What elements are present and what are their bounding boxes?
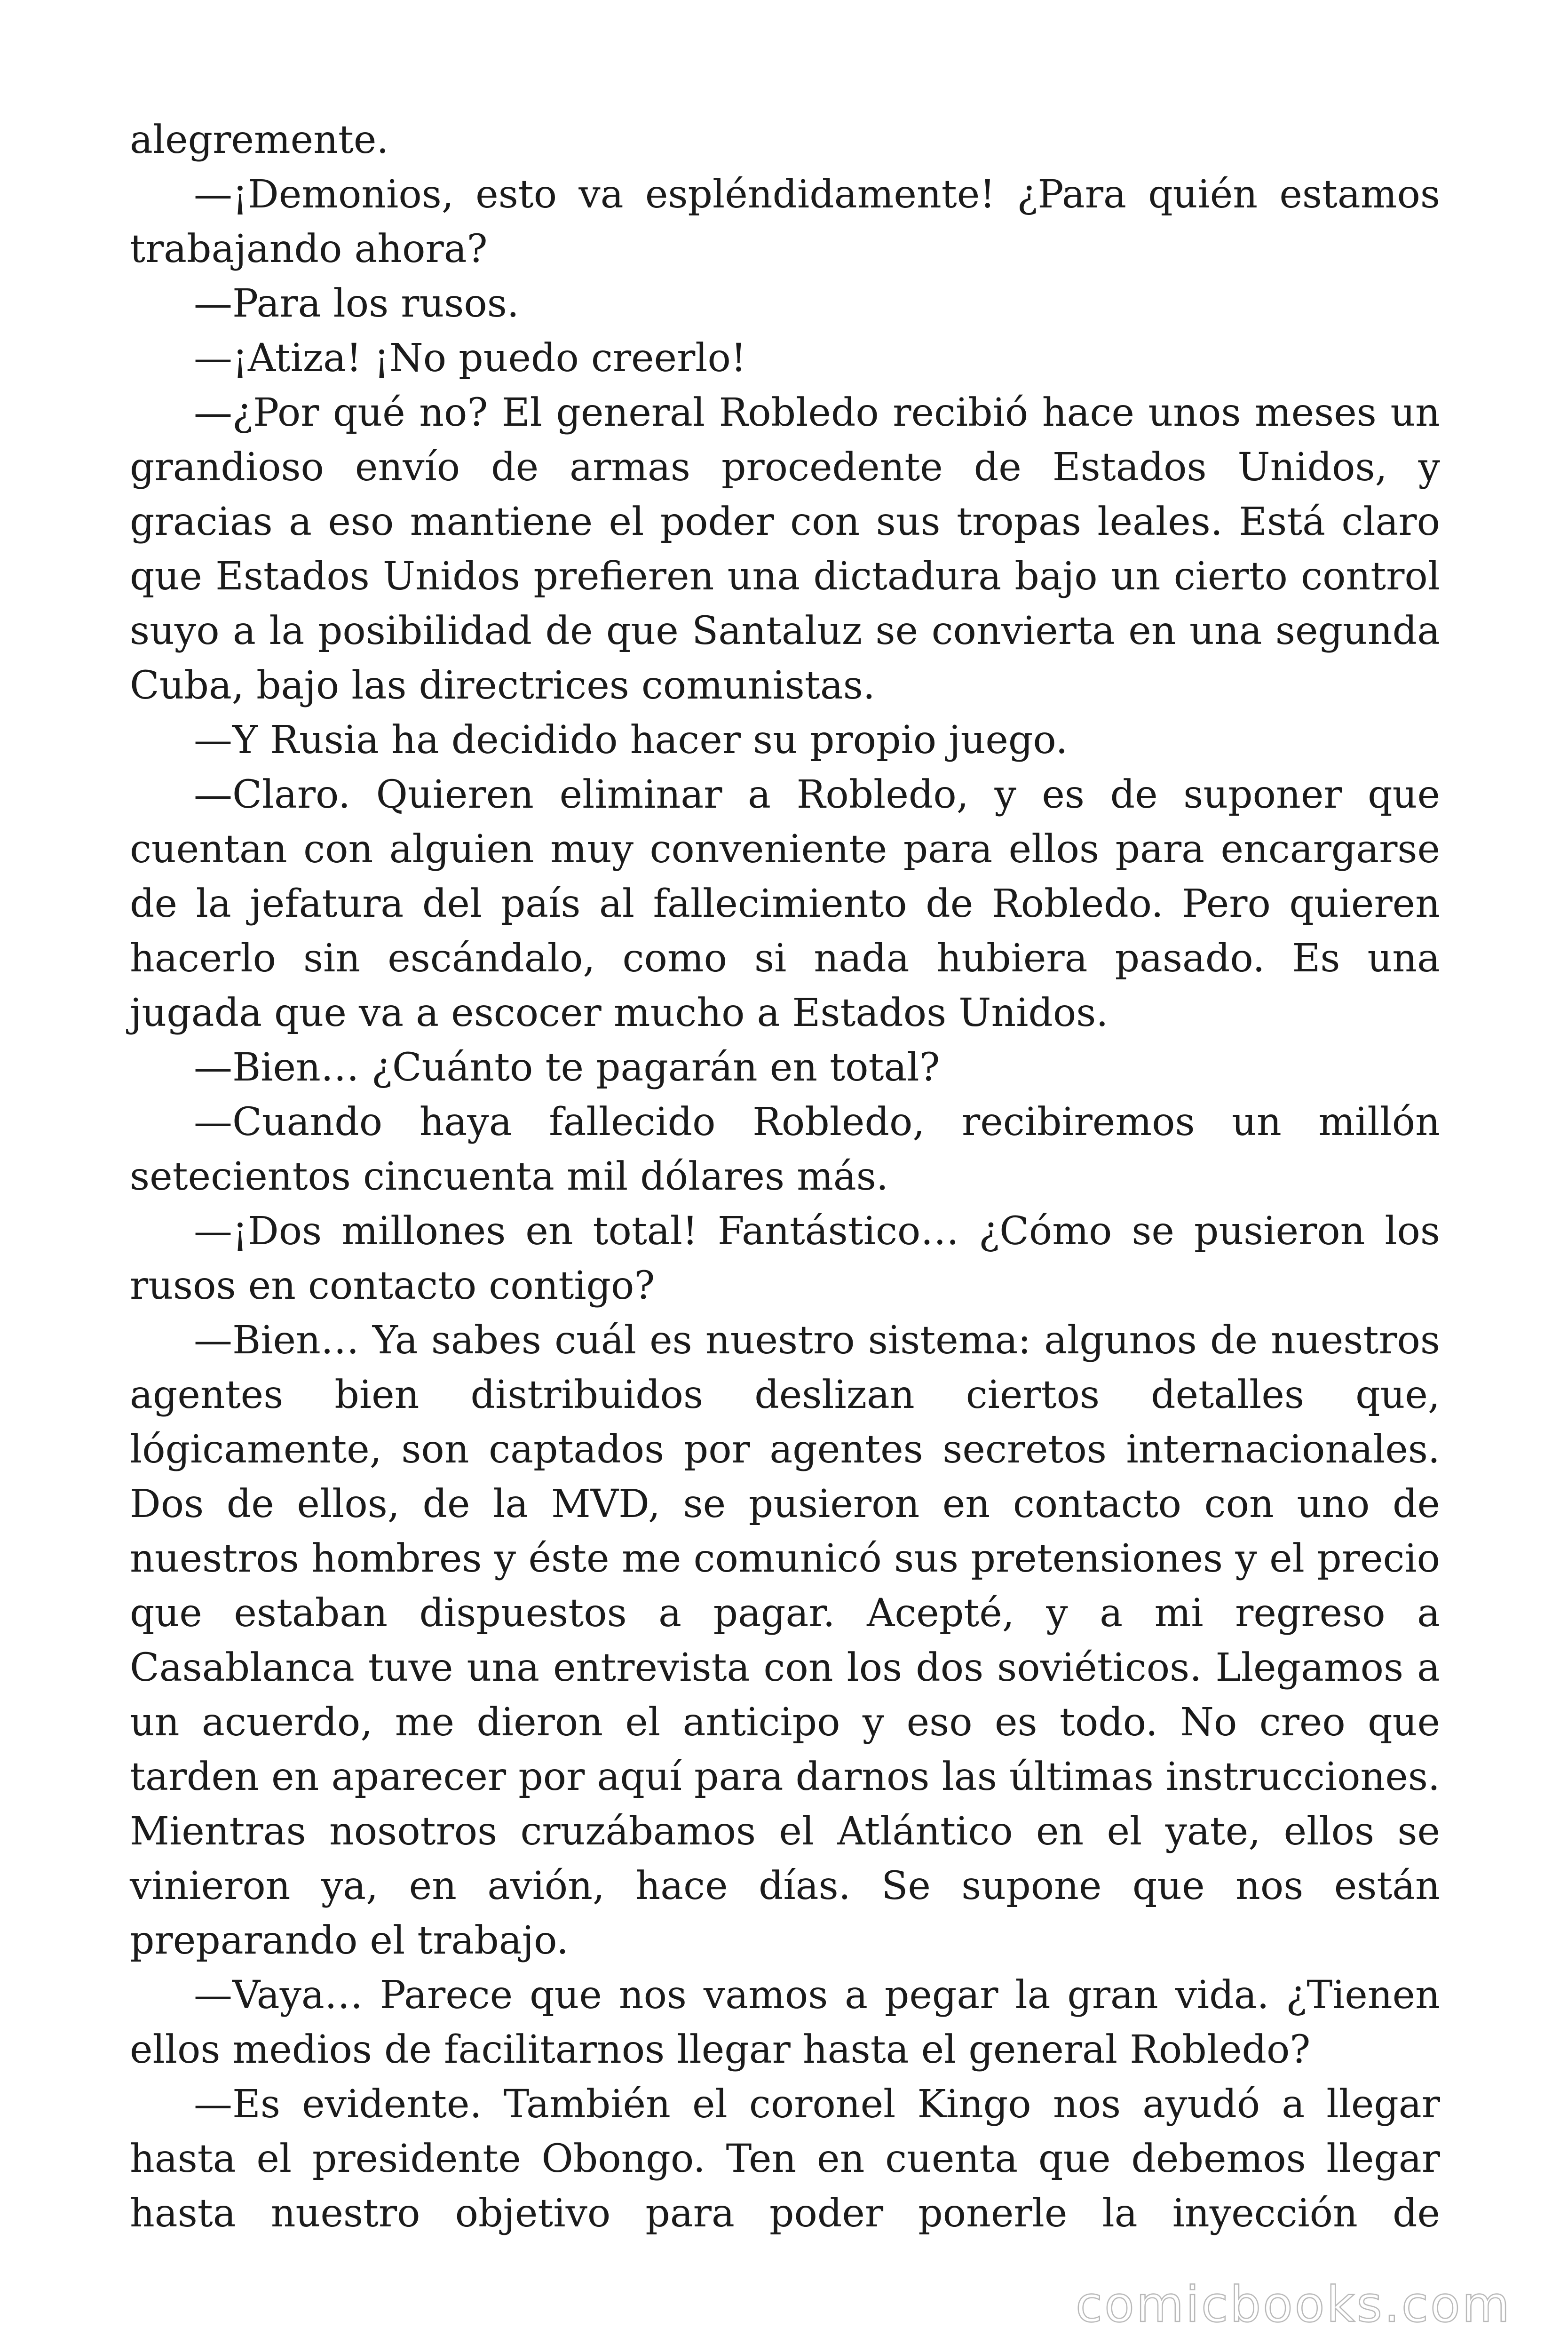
page-body <box>130 113 1440 2241</box>
paragraph: —Para los rusos. <box>194 281 519 326</box>
paragraph: —¡Dos millones en total! Fantástico… ¿Cómo se pusieron los rusos en contacto contigo? <box>130 1209 1440 1308</box>
paragraph: —¡Atiza! ¡No puedo creerlo! <box>194 336 746 381</box>
paragraph: —¡Demonios, esto va espléndidamente! ¿Para quién estamos trabajando ahora? <box>130 172 1440 271</box>
paragraph: —Bien… ¿Cuánto te pagarán en total? <box>194 1045 940 1090</box>
paragraph: —Bien… Ya sabes cuál es nuestro sistema: algunos de nuestros agentes bien distribuidos deslizan ciertos detalles que, lógicamente, son captados por agentes secretos internacionales. Dos de ellos, de la MVD, se pusieron en contacto con uno de nuestros hombres y éste me comunicó sus pretensiones y el precio que estaban dispuestos a pagar. Acepté, y a mi regreso a Casablanca tuve una entrevista con los dos soviéticos. Llegamos a un acuerdo, me dieron el anticipo y eso es todo. No creo que tarden en aparecer por aquí para darnos las últimas instrucciones. Mientras nosotros cruzábamos el Atlántico en el yate, ellos se vinieron ya, en avión, hace días. Se supone que nos están preparando el trabajo. <box>130 1318 1440 1963</box>
paragraph: —Claro. Quieren eliminar a Robledo, y es de suponer que cuentan con alguien muy conveniente para ellos para encargarse de la jefatura del país al fallecimiento de Robledo. Pero quieren hacerlo sin escándalo, como si nada hubiera pasado. Es una jugada que va a escocer mucho a Estados Unidos. <box>130 772 1440 1035</box>
paragraph: —Cuando haya fallecido Robledo, recibiremos un millón setecientos cincuenta mil dólares más. <box>130 1100 1440 1199</box>
paragraph: —¿Por qué no? El general Robledo recibió hace unos meses un grandioso envío de armas procedente de Estados Unidos, y gracias a eso mantiene el poder con sus tropas leales. Está claro que Estados Unidos prefieren una dictadura bajo un cierto control suyo a la posibilidad de que Santaluz se convierta en una segunda Cuba, bajo las directrices comunistas. <box>130 390 1440 708</box>
paragraph: —Es evidente. También el coronel Kingo nos ayudó a llegar hasta el presidente Obongo. Ten en cuenta que debemos llegar hasta nuestro objetivo para poder ponerle la inyección de <box>130 2082 1440 2236</box>
paragraph: —Y Rusia ha decidido hacer su propio juego. <box>194 718 1068 763</box>
paragraph: alegremente. <box>130 118 389 162</box>
paragraph: —Vaya… Parece que nos vamos a pegar la gran vida. ¿Tienen ellos medios de facilitarnos llegar hasta el general Robledo? <box>130 1973 1440 2072</box>
watermark: comicbooks.com <box>1075 2276 1512 2333</box>
